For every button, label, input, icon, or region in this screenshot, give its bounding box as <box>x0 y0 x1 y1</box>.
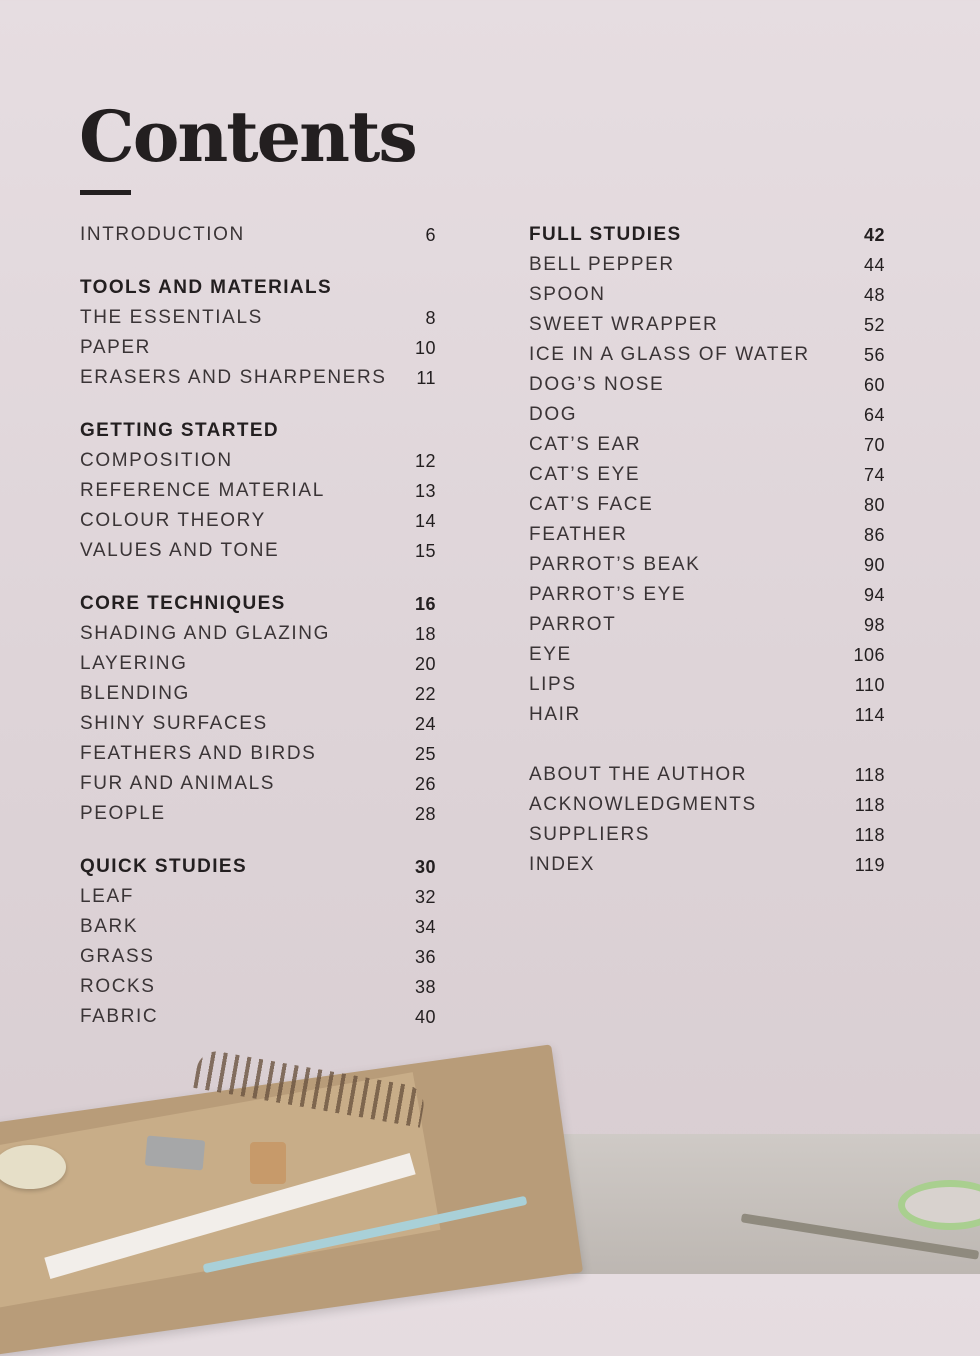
contents-entry[interactable] <box>80 649 436 679</box>
contents-section <box>80 250 436 393</box>
contents-entry[interactable] <box>80 739 436 769</box>
entry-label: BARK <box>80 916 139 937</box>
section-spacer <box>529 730 885 760</box>
entry-page-number: 34 <box>414 916 436 937</box>
entry-page-number: 22 <box>414 683 436 704</box>
entry-label: BLENDING <box>80 683 190 704</box>
title-underline <box>80 190 131 195</box>
entry-page-number: 118 <box>854 794 885 815</box>
section-heading-page: 30 <box>414 856 436 877</box>
contents-column-right <box>529 220 885 880</box>
entry-label: SUPPLIERS <box>529 824 651 845</box>
entry-page-number: 119 <box>854 854 885 875</box>
entry-label: LIPS <box>529 674 577 695</box>
entry-label: FABRIC <box>80 1006 159 1027</box>
contents-entry[interactable] <box>529 460 885 490</box>
entry-page-number: 15 <box>414 540 436 561</box>
contents-entry[interactable] <box>80 619 436 649</box>
entry-label: ICE IN A GLASS OF WATER <box>529 344 810 365</box>
contents-entry[interactable] <box>529 670 885 700</box>
section-heading <box>80 589 436 619</box>
section-spacer <box>80 250 436 273</box>
entry-label: PARROT’S EYE <box>529 584 687 605</box>
entry-label: VALUES AND TONE <box>80 540 280 561</box>
contents-entry[interactable] <box>529 520 885 550</box>
contents-entry[interactable] <box>529 610 885 640</box>
entry-page-number: 6 <box>425 224 436 245</box>
entry-page-number: 11 <box>416 367 436 388</box>
entry-page-number: 110 <box>854 674 885 695</box>
contents-entry[interactable] <box>529 280 885 310</box>
section-heading-label: GETTING STARTED <box>80 420 280 441</box>
contents-entry[interactable] <box>529 340 885 370</box>
contents-entry[interactable] <box>529 430 885 460</box>
entry-page-number: 114 <box>854 704 885 725</box>
contents-entry[interactable] <box>529 370 885 400</box>
entry-label: FUR AND ANIMALS <box>80 773 276 794</box>
entry-label: BELL PEPPER <box>529 254 675 275</box>
contents-entry[interactable] <box>80 912 436 942</box>
entry-label: CAT’S FACE <box>529 494 654 515</box>
entry-page-number: 25 <box>414 743 436 764</box>
entry-label: COMPOSITION <box>80 450 233 471</box>
section-heading-label: TOOLS AND MATERIALS <box>80 277 333 298</box>
contents-entry[interactable] <box>80 799 436 829</box>
entry-page-number: 98 <box>863 614 885 635</box>
contents-entry[interactable] <box>80 363 436 393</box>
entry-label: FEATHERS AND BIRDS <box>80 743 317 764</box>
contents-entry[interactable] <box>80 709 436 739</box>
entry-page-number: 94 <box>863 584 885 605</box>
contents-entry[interactable] <box>529 490 885 520</box>
contents-section <box>80 566 436 829</box>
entry-label: PAPER <box>80 337 152 358</box>
entry-page-number: 14 <box>414 510 436 531</box>
entry-label: DOG <box>529 404 578 425</box>
entry-label: FEATHER <box>529 524 628 545</box>
entry-page-number: 13 <box>414 480 436 501</box>
entry-page-number: 60 <box>863 374 885 395</box>
entry-label: REFERENCE MATERIAL <box>80 480 325 501</box>
entry-label: INTRODUCTION <box>80 224 245 245</box>
contents-entry[interactable] <box>80 769 436 799</box>
entry-label: CAT’S EYE <box>529 464 641 485</box>
section-heading-label: FULL STUDIES <box>529 224 682 245</box>
entry-page-number: 12 <box>414 450 436 471</box>
entry-label: SPOON <box>529 284 606 305</box>
entry-page-number: 18 <box>414 623 436 644</box>
entry-page-number: 56 <box>863 344 885 365</box>
entry-page-number: 36 <box>414 946 436 967</box>
contents-entry[interactable] <box>529 310 885 340</box>
contents-entry[interactable] <box>80 536 436 566</box>
contents-entry[interactable] <box>529 790 885 820</box>
entry-page-number: 90 <box>863 554 885 575</box>
entry-page-number: 70 <box>863 434 885 455</box>
contents-section <box>80 829 436 1032</box>
entry-page-number: 32 <box>414 886 436 907</box>
section-heading <box>529 220 885 250</box>
entry-page-number: 118 <box>854 824 885 845</box>
entry-page-number: 64 <box>863 404 885 425</box>
contents-section <box>80 393 436 566</box>
entry-page-number: 44 <box>863 254 885 275</box>
contents-section <box>529 730 885 880</box>
entry-label: SHADING AND GLAZING <box>80 623 330 644</box>
entry-page-number: 52 <box>863 314 885 335</box>
metal-sharpener-image <box>145 1136 205 1171</box>
contents-entry[interactable] <box>80 882 436 912</box>
entry-page-number: 74 <box>863 464 885 485</box>
section-spacer <box>80 829 436 852</box>
entry-label: LEAF <box>80 886 134 907</box>
entry-page-number: 106 <box>853 644 885 665</box>
contents-entry[interactable] <box>529 820 885 850</box>
contents-entry[interactable] <box>529 850 885 880</box>
entry-page-number: 40 <box>414 1006 436 1027</box>
section-heading-label: QUICK STUDIES <box>80 856 248 877</box>
entry-label: CAT’S EAR <box>529 434 642 455</box>
contents-entry[interactable] <box>80 506 436 536</box>
entry-label: ABOUT THE AUTHOR <box>529 764 748 785</box>
contents-entry[interactable] <box>529 700 885 730</box>
section-heading-label: CORE TECHNIQUES <box>80 593 286 614</box>
contents-entry[interactable] <box>80 446 436 476</box>
contents-entry[interactable] <box>529 580 885 610</box>
entry-page-number: 118 <box>854 764 885 785</box>
entry-page-number: 24 <box>414 713 436 734</box>
section-spacer <box>80 566 436 589</box>
contents-column-left <box>80 220 436 1032</box>
page-title: Contents <box>79 95 416 178</box>
entry-label: GRASS <box>80 946 155 967</box>
contents-entry[interactable] <box>80 972 436 1002</box>
entry-page-number: 28 <box>414 803 436 824</box>
entry-page-number: 38 <box>414 976 436 997</box>
section-heading-page: 42 <box>863 224 885 245</box>
entry-label: ROCKS <box>80 976 156 997</box>
entry-page-number: 48 <box>863 284 885 305</box>
entry-label: SHINY SURFACES <box>80 713 268 734</box>
contents-entry[interactable] <box>80 1002 436 1032</box>
entry-label: SWEET WRAPPER <box>529 314 719 335</box>
entry-page-number: 10 <box>414 337 436 358</box>
entry-label: PEOPLE <box>80 803 166 824</box>
contents-section <box>80 220 436 250</box>
section-spacer <box>80 393 436 416</box>
section-heading-page: 16 <box>414 593 436 614</box>
section-heading <box>80 273 436 303</box>
contents-entry[interactable] <box>80 303 436 333</box>
entry-page-number: 8 <box>425 307 436 328</box>
contents-entry[interactable] <box>80 476 436 506</box>
contents-entry[interactable] <box>529 250 885 280</box>
entry-label: HAIR <box>529 704 581 725</box>
entry-page-number: 86 <box>863 524 885 545</box>
entry-label: INDEX <box>529 854 596 875</box>
section-heading <box>80 416 436 446</box>
entry-page-number: 26 <box>414 773 436 794</box>
contents-entry[interactable] <box>529 400 885 430</box>
entry-label: PARROT’S BEAK <box>529 554 701 575</box>
contents-entry[interactable] <box>529 640 885 670</box>
contents-entry[interactable] <box>529 760 885 790</box>
wooden-sharpener-image <box>250 1142 286 1184</box>
contents-entry[interactable] <box>529 550 885 580</box>
section-heading <box>80 852 436 882</box>
entry-label: COLOUR THEORY <box>80 510 266 531</box>
entry-label: ACKNOWLEDGMENTS <box>529 794 757 815</box>
contents-entry[interactable] <box>80 333 436 363</box>
contents-entry[interactable] <box>80 942 436 972</box>
entry-label: THE ESSENTIALS <box>80 307 263 328</box>
contents-section <box>529 220 885 730</box>
entry-page-number: 80 <box>863 494 885 515</box>
entry-label: ERASERS AND SHARPENERS <box>80 367 387 388</box>
entry-page-number: 20 <box>414 653 436 674</box>
entry-label: EYE <box>529 644 572 665</box>
entry-label: LAYERING <box>80 653 188 674</box>
entry-label: PARROT <box>529 614 617 635</box>
contents-entry[interactable] <box>80 679 436 709</box>
contents-entry[interactable] <box>80 220 436 250</box>
entry-label: DOG’S NOSE <box>529 374 665 395</box>
